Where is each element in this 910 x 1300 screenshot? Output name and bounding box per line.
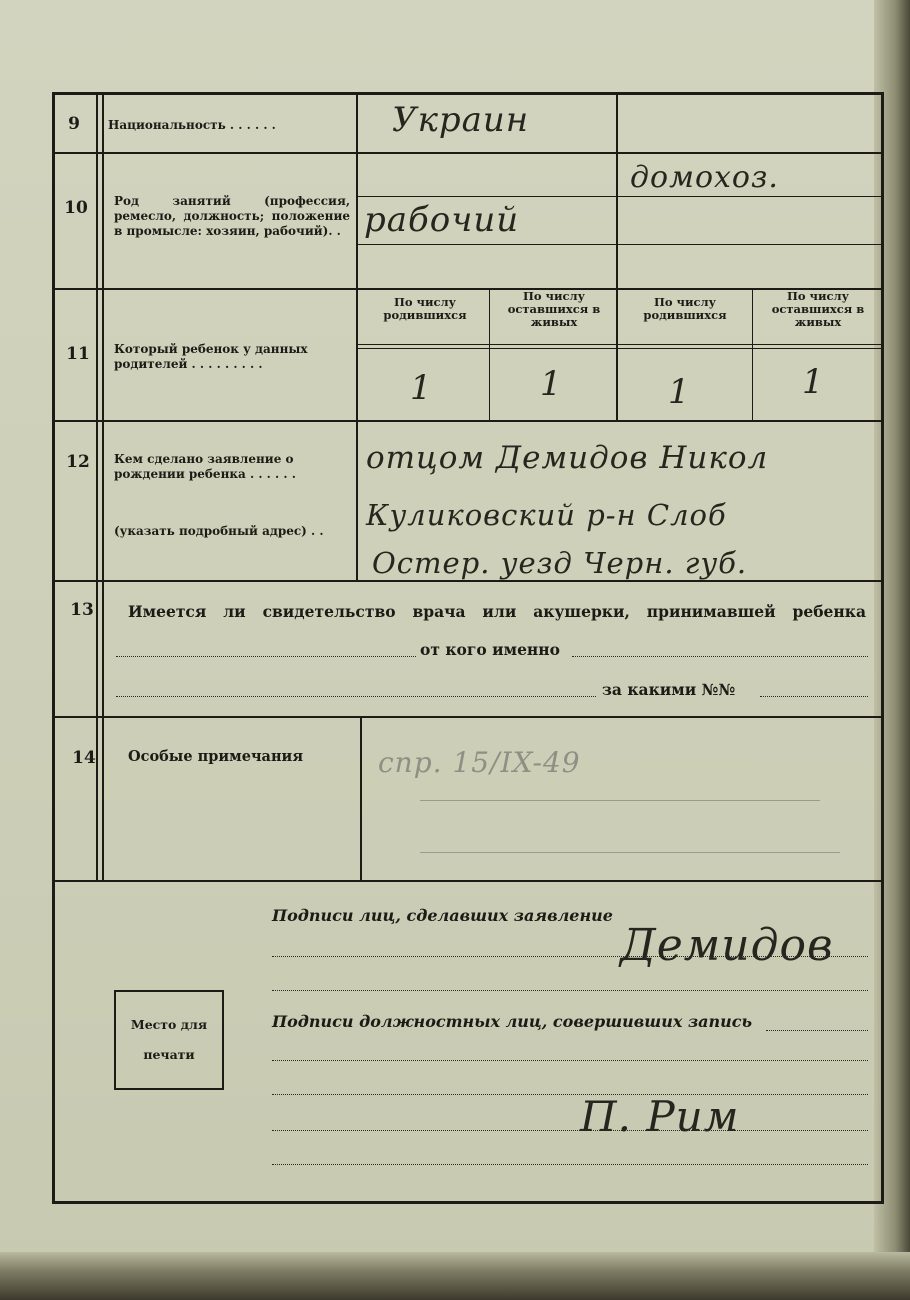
label-nationality: Национальность . . . . . . (108, 118, 276, 132)
applicants-signatures-label: Подписи лиц, сделавших заявление (272, 906, 613, 925)
row-number: 14 (72, 748, 96, 768)
column-divider (752, 288, 753, 420)
pencil-line (420, 852, 840, 853)
label-child-order: Который ребенок у данных родителей . . . . . . . . . (114, 342, 308, 371)
dotted-line (766, 1030, 868, 1031)
column-divider (616, 92, 618, 420)
applicant-line-3: Остер. уезд Черн. губ. (372, 546, 748, 580)
cell-line (358, 244, 616, 245)
nationality-father-value: Украин (392, 100, 530, 140)
seal-placeholder (114, 990, 224, 1090)
applicant-signature: Демидов (620, 920, 834, 971)
label-applicant: Кем сделано заявление о рождении ребенка . . . . . . (114, 452, 296, 481)
dotted-line (572, 656, 868, 657)
seal-text-line-1: Место для (130, 1017, 208, 1032)
dotted-line (272, 1060, 868, 1061)
column-born-father: По числу родившихся (383, 295, 467, 322)
column-divider (489, 288, 490, 420)
dotted-line (116, 656, 416, 657)
cell-line (358, 348, 882, 349)
seal-text-line-2: печати (143, 1047, 195, 1062)
mother-alive-value: 1 (802, 362, 825, 402)
mother-born-value: 1 (668, 372, 691, 412)
label-address-hint: (указать подробный адрес) . . (114, 524, 324, 538)
occupation-father-value: рабочий (364, 200, 520, 240)
row-divider (52, 580, 884, 582)
official-signature: П. Рим (580, 1092, 740, 1141)
pencil-line (420, 800, 820, 801)
dotted-line (272, 1094, 868, 1095)
dotted-line (760, 696, 868, 697)
cell-line (358, 344, 882, 345)
cell-line (618, 244, 882, 245)
father-born-value: 1 (410, 368, 433, 408)
occupation-mother-value: домохоз. (630, 160, 779, 195)
row-number: 12 (66, 452, 90, 472)
row-number: 10 (64, 198, 88, 218)
column-born-mother: По числу родившихся (643, 295, 727, 322)
applicant-line-1: отцом Демидов Никол (366, 440, 769, 476)
dotted-line (272, 1130, 868, 1131)
from-whom-label: от кого именно (420, 640, 560, 659)
row-number: 13 (70, 600, 94, 620)
column-alive-mother: По числу оставшихся в живых (771, 289, 865, 329)
row-divider (52, 880, 884, 882)
dotted-line (272, 1164, 868, 1165)
label-special-notes: Особые примечания (128, 748, 304, 765)
row-number: 9 (68, 114, 80, 134)
dotted-line (272, 956, 868, 957)
label-occupation: Род занятий (профессия, ремесло, должность; положение в промысле: хозяин, рабочий). . (114, 194, 350, 238)
column-divider (356, 92, 358, 580)
column-divider (360, 716, 362, 880)
certificate-question: Имеется ли свидетельство врача или акушерки, принимавшей ребенка (128, 602, 866, 621)
column-alive-father: По числу оставшихся в живых (507, 289, 601, 329)
applicant-line-2: Куликовский р-н Слоб (366, 498, 727, 532)
cell-line (618, 196, 882, 197)
page-edge-bottom (0, 1252, 910, 1300)
cell-line (358, 196, 616, 197)
father-alive-value: 1 (540, 364, 563, 404)
row-divider (52, 716, 884, 718)
row-number: 11 (66, 344, 90, 364)
dotted-line (272, 990, 868, 991)
officials-signatures-label: Подписи должностных лиц, совершивших запись (272, 1012, 753, 1031)
dotted-line (116, 696, 596, 697)
special-notes-value: спр. 15/IX-49 (378, 746, 581, 779)
numbers-label: за какими №№ (602, 680, 736, 699)
row-divider (52, 420, 884, 422)
row-divider (52, 152, 884, 154)
